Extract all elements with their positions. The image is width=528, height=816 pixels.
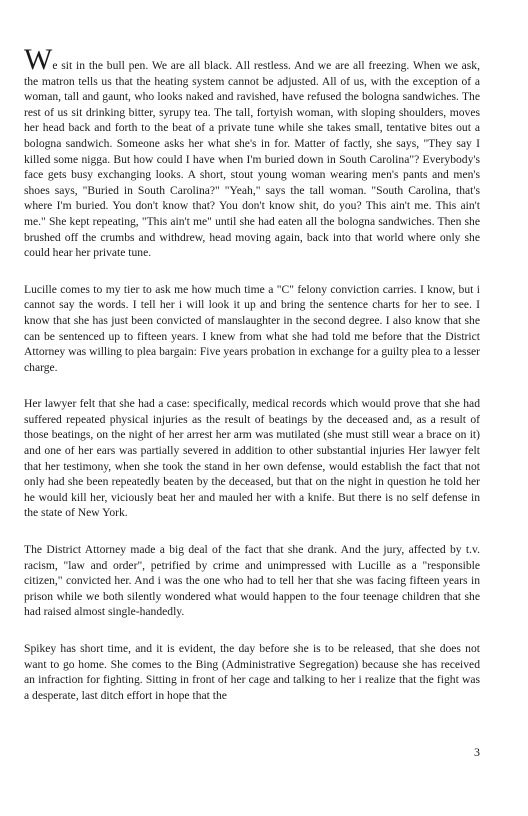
- document-page: [24, 43, 480, 724]
- paragraph-1-text: e sit in the bull pen. We are all black. All restless. And we are all freezing. When we ask, the matron tells us that the heating system cannot be adjusted. All of us, with the exception of a woman, tall and gaunt, who looks naked and ravished, have refused the bologna sandwiches. The rest of us sit drinking bitter, syrupy tea. The tall, fortyish woman, with sloping shoulders, moves her head back and forth to the beat of a private tune while she takes small, tentative bites out a bologna sandwich. Someone asks her what she's in for. Matter of factly, she says, "They say I killed some nigga. But how could I have when I'm buried down in South Carolina"? Everybody's face gets busy exchanging looks. A short, stout young woman wearing men's pants and men's shoes says, "Buried in South Carolina?" "Yeah," says the tall woman. "South Carolina, that's where I'm buried. You don't know that? You don't know shit, do you? This ain't me. This ain't me." She kept repeating, "This ain't me" until she had eaten all the bologna sandwiches. Then she brushed off the crumbs and withdrew, head moving again, back into that world where only she could hear her private tune.: [24, 59, 480, 260]
- paragraph-2: Lucille comes to my tier to ask me how much time a "C" felony conviction carries. I know, but i cannot say the words. I tell her i will look it up and bring the sentence charts for her to see. I know that she has just been convicted of manslaughter in the second degree. I also know that she can be sentenced up to fifteen years. I knew from what she had told me before that the District Attorney was willing to plea bargain: Five years probation in exchange for a guilty plea to a lesser charge.: [24, 282, 480, 374]
- paragraph-1: [24, 43, 480, 261]
- paragraph-5: Spikey has short time, and it is evident, the day before she is to be released, that she does not want to go home. She comes to the Bing (Administrative Segregation) because she has received an infraction for fighting. Sitting in front of her cage and talking to her i realize that the fight was a desperate, last ditch effort in hope that the: [24, 642, 480, 702]
- page-number: 3: [474, 745, 480, 759]
- paragraph-4: The District Attorney made a big deal of the fact that she drank. And the jury, affected by t.v. racism, "law and order", petrified by crime and unimpressed with Lucille as a "responsible citizen," convicted her. And i was the one who had to tell her that she was facing fifteen years in prison while we both silently wondered what would happen to the four teenage children that she had raised almost single-handedly.: [24, 543, 480, 619]
- drop-cap-letter: W: [24, 43, 53, 76]
- paragraph-3: Her lawyer felt that she had a case: specifically, medical records which would prove that she had suffered repeated physical injuries as the result of beatings by the deceased and, as a result of those beatings, on the night of her arrest her arm was mutilated (she must still wear a brace on it) and one of her ears was partially severed in addition to other substantial injuries Her lawyer felt that her testimony, when she took the stand in her own defense, would establish the fact that not only had she been repeatedly beaten by the deceased, but that on the night in question he told her he would kill her, viciously beat her and mauled her with a knife. But there is no self defense in the state of New York.: [24, 397, 480, 520]
